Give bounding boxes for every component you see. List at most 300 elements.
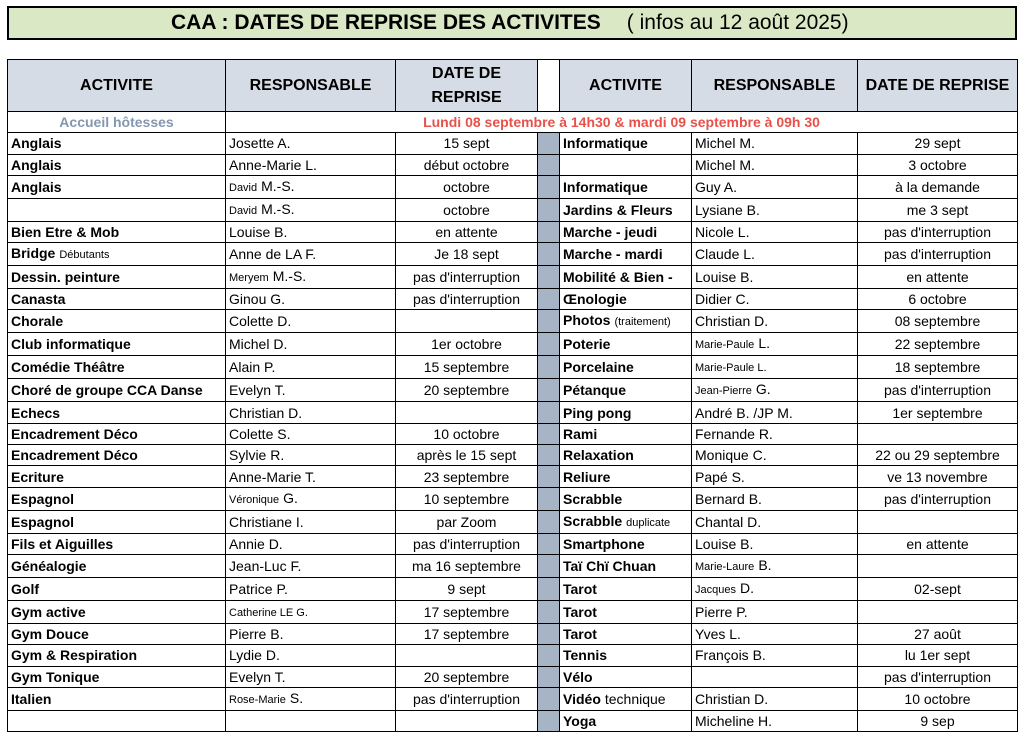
activity-note: technique — [604, 690, 666, 707]
activity-name: Scrabble — [563, 490, 623, 507]
date-value: 22 septembre — [894, 336, 981, 353]
activity-right — [560, 487, 692, 510]
activity-left — [8, 289, 226, 310]
date-left — [396, 645, 538, 666]
responsable-name: D. — [739, 579, 754, 596]
activity-left — [8, 554, 226, 577]
responsable-left — [226, 333, 396, 356]
date-left — [396, 221, 538, 242]
column-separator — [538, 666, 560, 687]
date-right — [858, 289, 1018, 310]
date-value: 20 septembre — [423, 382, 510, 399]
activity-right — [560, 198, 692, 221]
column-separator — [538, 445, 560, 466]
table-row — [8, 175, 1018, 198]
activity-right — [560, 510, 692, 533]
activity-name: Espagnol — [11, 513, 75, 530]
responsable-right — [692, 533, 858, 554]
date-right — [858, 645, 1018, 666]
column-separator — [538, 289, 560, 310]
activity-left — [8, 445, 226, 466]
activity-right — [560, 710, 692, 731]
responsable-name: M.-S. — [272, 268, 307, 285]
column-separator — [538, 175, 560, 198]
responsable-name: Claude L. — [695, 246, 755, 263]
responsable-right — [692, 379, 858, 402]
activity-right — [560, 154, 692, 175]
activity-name: Encadrement Déco — [11, 447, 138, 464]
responsable-name: Christian D. — [695, 690, 769, 707]
column-separator — [538, 487, 560, 510]
responsable-name: Chantal D. — [695, 513, 762, 530]
responsable-name: Patrice P. — [229, 580, 288, 597]
activity-left — [8, 623, 226, 644]
responsable-name: Anne-Marie L. — [229, 156, 317, 173]
responsable-right — [692, 510, 858, 533]
responsable-name: Christiane I. — [229, 513, 304, 530]
date-left — [396, 666, 538, 687]
responsable-name: Anne-Marie T. — [229, 468, 316, 485]
date-value: Je 18 sept — [434, 246, 499, 263]
responsable-right — [692, 133, 858, 154]
date-value: ve 13 novembre — [887, 468, 988, 485]
date-value: 15 septembre — [423, 359, 510, 376]
responsable-right — [692, 600, 858, 623]
date-left — [396, 175, 538, 198]
activity-left — [8, 333, 226, 356]
date-right — [858, 466, 1018, 487]
activity-name: Anglais — [11, 178, 62, 195]
table-row — [8, 310, 1018, 333]
activity-right — [560, 133, 692, 154]
date-value: 22 ou 29 septembre — [875, 447, 1000, 464]
column-separator — [538, 60, 560, 112]
activity-left — [8, 645, 226, 666]
responsable-name: Louise B. — [229, 224, 288, 241]
responsable-right — [692, 221, 858, 242]
responsable-left — [226, 379, 396, 402]
column-separator — [538, 687, 560, 710]
date-right — [858, 666, 1018, 687]
date-left — [396, 289, 538, 310]
responsable-name: Bernard B. — [695, 490, 762, 507]
date-value: pas d'interruption — [413, 291, 520, 308]
activity-left — [8, 487, 226, 510]
responsable-name: Pierre B. — [229, 626, 284, 643]
activity-left — [8, 221, 226, 242]
activity-note: (traitement) — [614, 316, 671, 329]
table-row — [8, 133, 1018, 154]
responsable-left — [226, 554, 396, 577]
table-row — [8, 577, 1018, 600]
activity-left — [8, 175, 226, 198]
activity-right — [560, 402, 692, 423]
date-right — [858, 533, 1018, 554]
responsable-name: François B. — [695, 647, 766, 664]
date-left — [396, 356, 538, 379]
responsable-right — [692, 310, 858, 333]
responsable-right — [692, 466, 858, 487]
column-separator — [538, 133, 560, 154]
activity-name: Anglais — [11, 156, 62, 173]
activity-left — [8, 533, 226, 554]
responsable-right — [692, 577, 858, 600]
activity-right — [560, 333, 692, 356]
date-right — [858, 266, 1018, 289]
responsable-left — [226, 221, 396, 242]
activity-left — [8, 402, 226, 423]
col-header-responsable-left: RESPONSABLE — [226, 60, 396, 112]
date-left — [396, 710, 538, 731]
activity-left — [8, 577, 226, 600]
date-left — [396, 133, 538, 154]
date-right — [858, 175, 1018, 198]
activity-name: Encadrement Déco — [11, 425, 138, 442]
activity-name: Relaxation — [563, 447, 634, 464]
activity-name: Reliure — [563, 468, 611, 485]
date-right — [858, 243, 1018, 266]
responsable-right — [692, 266, 858, 289]
table-row — [8, 533, 1018, 554]
date-value: 20 septembre — [423, 668, 510, 685]
responsable-name: Yves L. — [695, 626, 741, 643]
date-value: ma 16 septembre — [412, 557, 521, 574]
responsable-left — [226, 466, 396, 487]
date-value: en attente — [906, 269, 969, 286]
column-separator — [538, 645, 560, 666]
accueil-label: Accueil hôtesses — [8, 112, 226, 133]
page-subtitle: ( infos au 12 août 2025) — [626, 11, 849, 34]
responsable-right — [692, 687, 858, 710]
responsable-name: M.-S. — [261, 177, 295, 194]
responsable-name: Monique C. — [695, 447, 767, 464]
date-left — [396, 554, 538, 577]
page-title: CAA : DATES DE REPRISE DES ACTIVITES — [171, 11, 601, 34]
activity-name: Poterie — [563, 336, 611, 353]
col-header-date-right: DATE DE REPRISE — [858, 60, 1018, 112]
accueil-info: Lundi 08 septembre à 14h30 & mardi 09 septembre à 09h 30 — [226, 112, 1018, 133]
date-right — [858, 356, 1018, 379]
activity-left — [8, 198, 226, 221]
responsable-name: Lysiane B. — [695, 201, 760, 218]
date-left — [396, 310, 538, 333]
activity-name: Choré de groupe CCA Danse — [11, 382, 203, 399]
table-row — [8, 289, 1018, 310]
responsable-name: Alain P. — [229, 359, 276, 376]
responsable-name: Papé S. — [695, 468, 745, 485]
column-separator — [538, 623, 560, 644]
date-left — [396, 243, 538, 266]
date-right — [858, 333, 1018, 356]
table-row — [8, 554, 1018, 577]
activity-right — [560, 666, 692, 687]
column-separator — [538, 266, 560, 289]
date-value: 29 sept — [914, 135, 961, 152]
responsable-name: Louise B. — [695, 269, 754, 286]
responsable-name: M.-S. — [261, 200, 295, 217]
column-separator — [538, 600, 560, 623]
activity-name: Taï Chï Chuan — [563, 557, 657, 574]
activity-right — [560, 266, 692, 289]
responsable-name: Christian D. — [695, 313, 769, 330]
activity-name: Golf — [11, 580, 39, 597]
responsable-name: Jean-Luc F. — [229, 557, 302, 574]
activity-name: Canasta — [11, 291, 66, 308]
date-value: en attente — [906, 535, 969, 552]
date-value: par Zoom — [436, 513, 497, 530]
date-left — [396, 154, 538, 175]
activity-right — [560, 554, 692, 577]
responsable-name: Anne de LA F. — [229, 246, 317, 263]
activity-note: duplicate — [626, 516, 671, 529]
responsable-firstname: Jean-Pierre — [695, 385, 752, 398]
date-value: 1er septembre — [892, 404, 983, 421]
date-value: 10 septembre — [423, 490, 510, 507]
activity-name: Tarot — [563, 626, 597, 643]
activity-right — [560, 243, 692, 266]
date-value: lu 1er sept — [904, 647, 971, 664]
responsable-left — [226, 356, 396, 379]
responsable-name: B. — [758, 556, 772, 573]
column-separator — [538, 333, 560, 356]
column-separator — [538, 402, 560, 423]
date-value: 02-sept — [914, 580, 961, 597]
responsable-left — [226, 445, 396, 466]
responsable-right — [692, 175, 858, 198]
responsable-firstname: Rose-Marie — [229, 693, 286, 706]
activity-right — [560, 379, 692, 402]
table-row — [8, 600, 1018, 623]
date-left — [396, 198, 538, 221]
responsable-left — [226, 600, 396, 623]
activity-name: Tarot — [563, 603, 597, 620]
responsable-name: Michel D. — [229, 336, 288, 353]
responsable-name: Michel M. — [695, 135, 755, 152]
date-value: 9 sept — [447, 580, 486, 597]
date-value: pas d'interruption — [884, 246, 991, 263]
date-value: 3 octobre — [908, 156, 967, 173]
activity-left — [8, 423, 226, 444]
responsable-right — [692, 554, 858, 577]
table-row — [8, 666, 1018, 687]
date-right — [858, 198, 1018, 221]
responsable-firstname: Véronique — [229, 493, 280, 506]
date-right — [858, 133, 1018, 154]
activity-name: Jardins & Fleurs — [563, 201, 673, 218]
activity-name: Anglais — [11, 135, 62, 152]
responsable-left — [226, 198, 396, 221]
activity-name: Œnologie — [563, 291, 627, 308]
responsable-name: Ginou G. — [229, 291, 286, 308]
column-separator — [538, 554, 560, 577]
responsable-firstname: Catherine LE G. — [229, 606, 308, 619]
activity-name: Rami — [563, 425, 598, 442]
column-separator — [538, 243, 560, 266]
table-row — [8, 402, 1018, 423]
date-left — [396, 266, 538, 289]
col-header-activite-right: ACTIVITE — [560, 60, 692, 112]
activity-name: Chorale — [11, 313, 64, 330]
responsable-left — [226, 645, 396, 666]
date-right — [858, 554, 1018, 577]
column-separator — [538, 198, 560, 221]
table-row — [8, 687, 1018, 710]
activity-left — [8, 510, 226, 533]
activity-left — [8, 310, 226, 333]
activity-name: Gym Douce — [11, 626, 89, 643]
table-row — [8, 645, 1018, 666]
date-value: 10 octobre — [904, 690, 971, 707]
date-right — [858, 379, 1018, 402]
date-value: pas d'interruption — [413, 690, 520, 707]
responsable-firstname: Marie-Paule L. — [695, 362, 767, 375]
activity-left — [8, 600, 226, 623]
responsable-left — [226, 310, 396, 333]
responsable-firstname: David — [229, 204, 258, 217]
activity-name: Dessin. peinture — [11, 269, 120, 286]
responsable-name: Annie D. — [229, 535, 283, 552]
date-left — [396, 466, 538, 487]
date-value: à la demande — [895, 178, 980, 195]
table-header-row — [8, 60, 1018, 112]
responsable-firstname: Marie-Paule — [695, 339, 755, 352]
date-right — [858, 600, 1018, 623]
date-value: 1er octobre — [431, 336, 502, 353]
date-value: 17 septembre — [423, 603, 510, 620]
activity-name: Bridge — [11, 245, 56, 262]
activity-name: Bien Etre & Mob — [11, 224, 120, 241]
date-left — [396, 600, 538, 623]
activity-name: Tarot — [563, 580, 597, 597]
date-right — [858, 154, 1018, 175]
table-row — [8, 379, 1018, 402]
date-right — [858, 221, 1018, 242]
col-header-responsable-right: RESPONSABLE — [692, 60, 858, 112]
activity-left — [8, 466, 226, 487]
table-row — [8, 243, 1018, 266]
responsable-name: Didier C. — [695, 291, 750, 308]
date-left — [396, 487, 538, 510]
table-row — [8, 445, 1018, 466]
responsable-firstname: Meryem — [229, 272, 269, 285]
responsable-name: Sylvie R. — [229, 447, 285, 464]
responsable-name: Colette S. — [229, 425, 291, 442]
responsable-name: André B. /JP M. — [695, 404, 793, 421]
date-right — [858, 710, 1018, 731]
table-row — [8, 623, 1018, 644]
responsable-left — [226, 666, 396, 687]
activity-name: Smartphone — [563, 535, 645, 552]
activity-right — [560, 533, 692, 554]
activity-name: Mobilité & Bien - — [563, 269, 673, 286]
table-row — [8, 266, 1018, 289]
date-value: 17 septembre — [423, 626, 510, 643]
column-separator — [538, 577, 560, 600]
activity-right — [560, 310, 692, 333]
date-left — [396, 577, 538, 600]
activity-name: Marche - jeudi — [563, 224, 658, 241]
activity-name: Marche - mardi — [563, 246, 663, 263]
date-value: 9 sep — [920, 713, 955, 729]
date-value: pas d'interruption — [413, 269, 520, 286]
date-right — [858, 310, 1018, 333]
date-value: pas d'interruption — [884, 668, 991, 685]
responsable-right — [692, 645, 858, 666]
responsable-right — [692, 198, 858, 221]
responsable-firstname: Marie-Laure — [695, 560, 755, 573]
responsable-firstname: Jacques — [695, 583, 736, 596]
date-value: 6 octobre — [908, 291, 967, 308]
activity-name: Comédie Théâtre — [11, 359, 125, 376]
column-separator — [538, 466, 560, 487]
column-separator — [538, 710, 560, 731]
activities-table — [7, 59, 1018, 732]
responsable-right — [692, 154, 858, 175]
table-row — [8, 356, 1018, 379]
activity-right — [560, 423, 692, 444]
responsable-right — [692, 243, 858, 266]
responsable-left — [226, 289, 396, 310]
responsable-left — [226, 710, 396, 731]
responsable-left — [226, 175, 396, 198]
activity-right — [560, 623, 692, 644]
accueil-row — [8, 112, 1018, 133]
column-separator — [538, 310, 560, 333]
activity-left — [8, 379, 226, 402]
date-right — [858, 445, 1018, 466]
date-value: me 3 sept — [906, 201, 969, 218]
responsable-firstname: David — [229, 181, 258, 194]
activity-right — [560, 687, 692, 710]
table-row — [8, 710, 1018, 731]
responsable-left — [226, 402, 396, 423]
date-left — [396, 533, 538, 554]
activity-left — [8, 266, 226, 289]
responsable-left — [226, 133, 396, 154]
table-row — [8, 333, 1018, 356]
activity-name: Pétanque — [563, 382, 627, 399]
date-value: 10 octobre — [433, 425, 500, 442]
activity-right — [560, 577, 692, 600]
activity-right — [560, 175, 692, 198]
activity-name: Espagnol — [11, 490, 75, 507]
responsable-name: S. — [289, 689, 304, 706]
responsable-left — [226, 487, 396, 510]
activity-right — [560, 445, 692, 466]
activity-name: Généalogie — [11, 557, 87, 574]
table-row — [8, 221, 1018, 242]
responsable-right — [692, 445, 858, 466]
responsable-name: Colette D. — [229, 313, 292, 330]
activity-name: Ping pong — [563, 404, 632, 421]
date-right — [858, 687, 1018, 710]
responsable-left — [226, 243, 396, 266]
table-row — [8, 198, 1018, 221]
activity-name: Vélo — [563, 668, 593, 685]
date-left — [396, 423, 538, 444]
activity-name: Club informatique — [11, 336, 131, 353]
responsable-name: L. — [758, 335, 770, 352]
date-value: début octobre — [423, 156, 510, 173]
activity-right — [560, 221, 692, 242]
responsable-name: Pierre P. — [695, 603, 748, 620]
responsable-right — [692, 710, 858, 731]
table-row — [8, 487, 1018, 510]
activity-name: Informatique — [563, 178, 648, 195]
activity-right — [560, 289, 692, 310]
responsable-name: Louise B. — [695, 535, 754, 552]
responsable-right — [692, 423, 858, 444]
